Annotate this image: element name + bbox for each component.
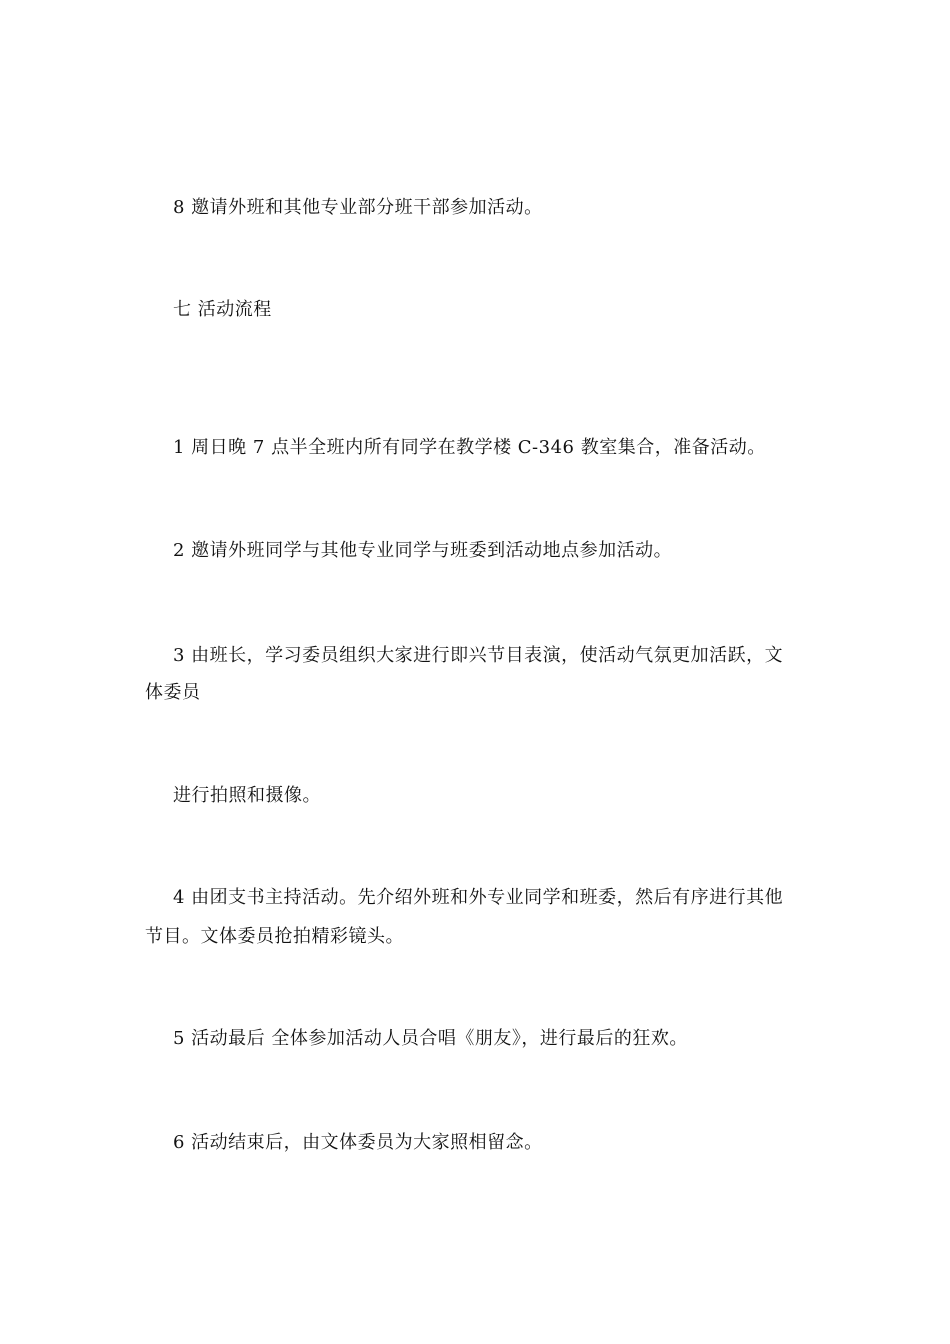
step-3-text-continued: 体委员 — [145, 682, 201, 703]
item-8-text: 8 邀请外班和其他专业部分班干部参加活动。 — [173, 197, 543, 218]
step-3-text: 3 由班长，学习委员组织大家进行即兴节目表演，使活动气氛更加活跃，文 — [173, 645, 784, 666]
step-4-text-continued: 节目。文体委员抢拍精彩镜头。 — [145, 926, 404, 947]
step-4-text: 4 由团支书主持活动。先介绍外班和外专业同学和班委，然后有序进行其他 — [173, 887, 784, 908]
step-3-followup-text: 进行拍照和摄像。 — [173, 785, 321, 806]
step-5-text: 5 活动最后 全体参加活动人员合唱《朋友》，进行最后的狂欢。 — [173, 1028, 688, 1049]
section-heading-activity-process: 七 活动流程 — [173, 299, 272, 320]
step-6-text: 6 活动结束后，由文体委员为大家照相留念。 — [173, 1132, 543, 1153]
step-2-text: 2 邀请外班同学与其他专业同学与班委到活动地点参加活动。 — [173, 540, 673, 561]
step-1-text: 1 周日晚 7 点半全班内所有同学在教学楼 C-346 教室集合，准备活动。 — [173, 437, 766, 458]
